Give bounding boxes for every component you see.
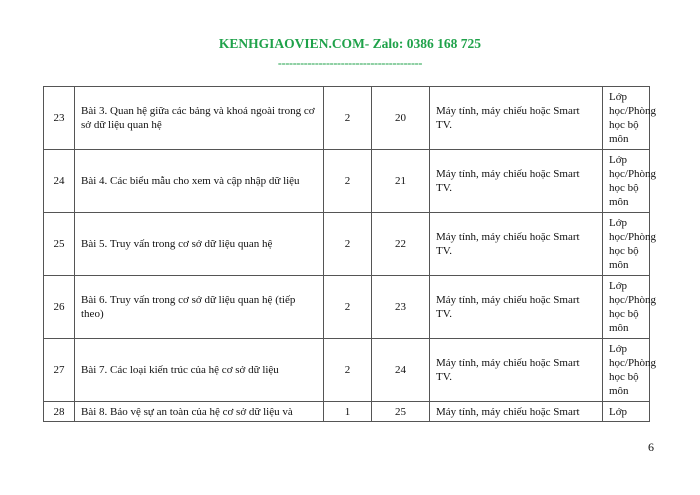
lesson-title: Bài 5. Truy vấn trong cơ sở dữ liệu quan hệ [75, 213, 324, 276]
row-number: 24 [44, 150, 75, 213]
lesson-title: Bài 6. Truy vấn trong cơ sở dữ liệu quan hệ (tiếp theo) [75, 276, 324, 339]
week-number: 21 [372, 150, 430, 213]
equipment: Máy tính, máy chiếu hoặc Smart TV. [430, 213, 603, 276]
week-number: 24 [372, 339, 430, 402]
period-count: 2 [324, 213, 372, 276]
week-number: 23 [372, 276, 430, 339]
equipment: Máy tính, máy chiếu hoặc Smart TV. [430, 87, 603, 150]
lesson-plan-table [43, 86, 657, 422]
period-count: 2 [324, 87, 372, 150]
lesson-title: Bài 4. Các biểu mẫu cho xem và cập nhập dữ liệu [75, 150, 324, 213]
page-number: 6 [648, 440, 654, 454]
table-row [44, 339, 650, 402]
week-number: 22 [372, 213, 430, 276]
lesson-title: Bài 3. Quan hệ giữa các bảng và khoá ngoài trong cơ sở dữ liệu quan hệ [75, 87, 324, 150]
period-count: 2 [324, 276, 372, 339]
room: Lớp học/Phòng học bộ môn [603, 213, 650, 276]
equipment: Máy tính, máy chiếu hoặc Smart TV. [430, 339, 603, 402]
lesson-title: Bài 7. Các loại kiến trúc của hệ cơ sở dữ liệu [75, 339, 324, 402]
week-number: 25 [372, 402, 430, 422]
room: Lớp học/Phòng học bộ môn [603, 276, 650, 339]
room: Lớp học/Phòng học bộ môn [603, 339, 650, 402]
lesson-title: Bài 8. Bảo vệ sự an toàn của hệ cơ sở dữ liệu và [75, 402, 324, 422]
equipment: Máy tính, máy chiếu hoặc Smart [430, 402, 603, 422]
week-number: 20 [372, 87, 430, 150]
row-number: 25 [44, 213, 75, 276]
table-row [44, 87, 650, 150]
row-number: 23 [44, 87, 75, 150]
equipment: Máy tính, máy chiếu hoặc Smart TV. [430, 276, 603, 339]
table-row [44, 402, 650, 422]
room: Lớp [603, 402, 650, 422]
period-count: 1 [324, 402, 372, 422]
header-separator: --------------------------------------- [277, 56, 423, 70]
equipment: Máy tính, máy chiếu hoặc Smart TV. [430, 150, 603, 213]
table-row [44, 276, 650, 339]
table-row [44, 150, 650, 213]
row-number: 27 [44, 339, 75, 402]
table-row [44, 213, 650, 276]
site-header: KENHGIAOVIEN.COM- Zalo: 0386 168 725 [218, 36, 482, 51]
period-count: 2 [324, 150, 372, 213]
row-number: 28 [44, 402, 75, 422]
period-count: 2 [324, 339, 372, 402]
room: Lớp học/Phòng học bộ môn [603, 150, 650, 213]
room: Lớp học/Phòng học bộ môn [603, 87, 650, 150]
row-number: 26 [44, 276, 75, 339]
